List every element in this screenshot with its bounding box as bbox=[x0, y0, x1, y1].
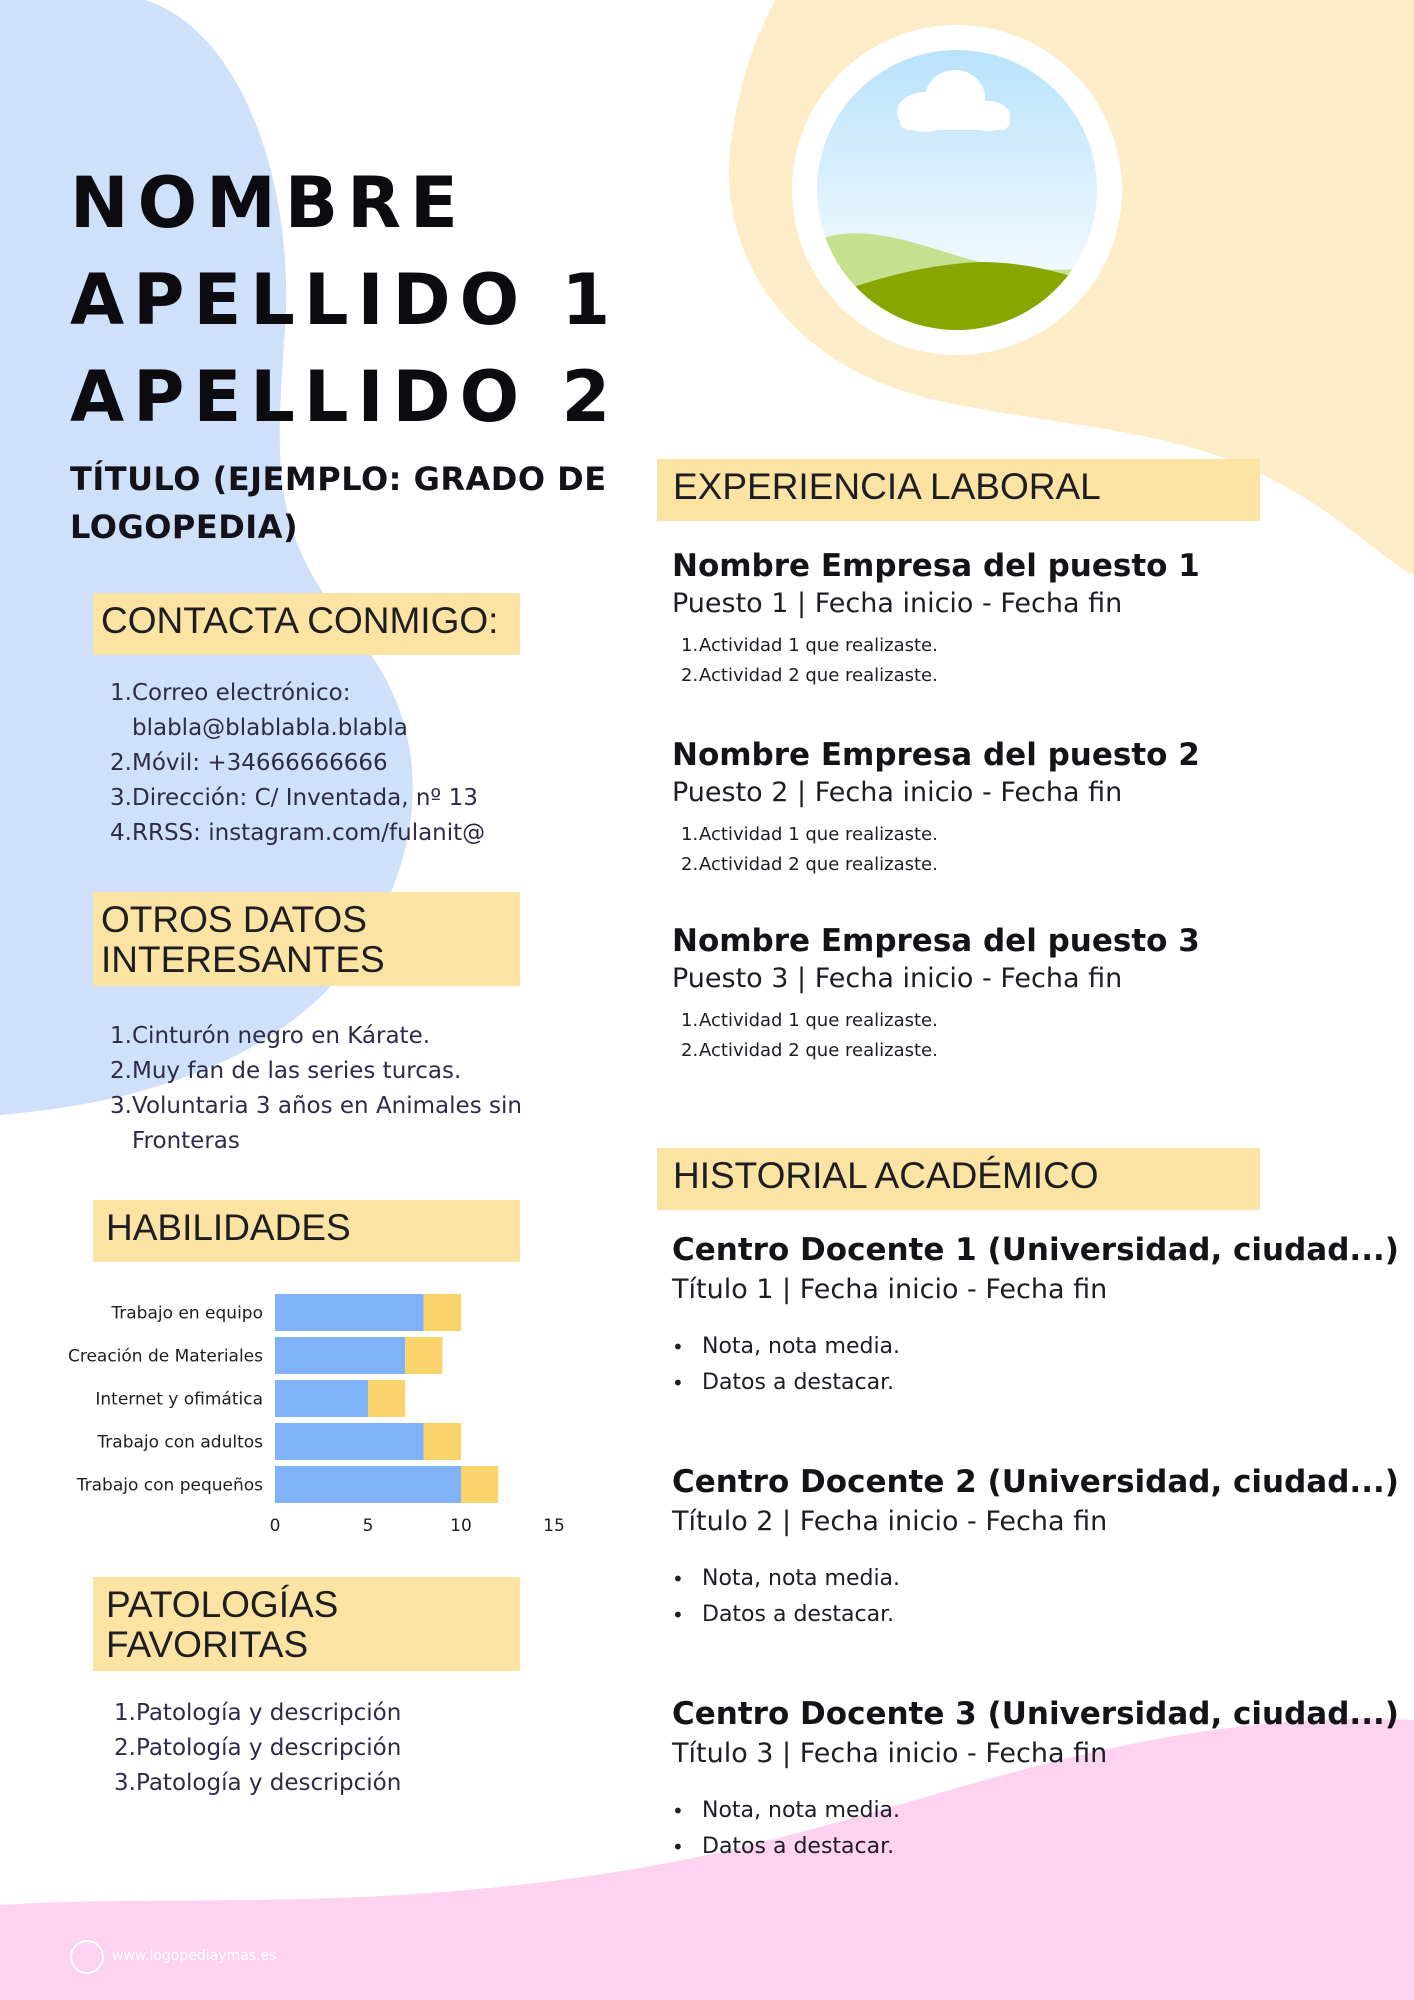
school-degree-dates: Título 3 | Fecha inicio - Fecha fin bbox=[672, 1738, 1108, 1769]
job-entry-3 bbox=[672, 923, 1392, 1066]
list-item bbox=[110, 1089, 550, 1159]
job-role-dates: Puesto 3 | Fecha inicio - Fecha fin bbox=[672, 963, 1123, 994]
activity-text: Actividad 2 que realizaste. bbox=[699, 1040, 938, 1061]
note-item: • Nota, nota media. bbox=[672, 1561, 1407, 1597]
note-item: • Datos a destacar. bbox=[672, 1829, 1407, 1865]
list-number: 1. bbox=[110, 680, 132, 706]
pathologies-header-line-1: PATOLOGÍAS bbox=[106, 1584, 339, 1625]
chart-category-label: Internet y ofimática bbox=[95, 1389, 263, 1410]
job-activities bbox=[672, 820, 1392, 880]
school-entry-2 bbox=[672, 1464, 1407, 1633]
activity-text: Actividad 1 que realizaste. bbox=[699, 635, 938, 656]
note-item: • Datos a destacar. bbox=[672, 1597, 1407, 1633]
profile-photo bbox=[792, 25, 1122, 355]
name-surname-2: APELLIDO 2 bbox=[70, 356, 620, 438]
chart-bar-base bbox=[275, 1380, 368, 1417]
activity-text: Actividad 2 que realizaste. bbox=[699, 665, 938, 686]
school-notes bbox=[672, 1329, 1407, 1401]
other-data-header-line-2: INTERESANTES bbox=[101, 939, 385, 980]
activity-text: Actividad 1 que realizaste. bbox=[699, 1010, 938, 1031]
list-number: 2. bbox=[114, 1735, 136, 1761]
activity-item: 1. Actividad 1 que realizaste. bbox=[681, 820, 1392, 850]
school-degree-dates: Título 1 | Fecha inicio - Fecha fin bbox=[672, 1274, 1108, 1305]
note-item: • Nota, nota media. bbox=[672, 1793, 1407, 1829]
contact-item-address bbox=[110, 781, 550, 816]
list-item-text-continued: Fronteras bbox=[132, 1128, 240, 1154]
school-center: Centro Docente 3 (Universidad, ciudad...) bbox=[672, 1696, 1399, 1732]
degree-title-line-1: TÍTULO (EJEMPLO: GRADO DE bbox=[70, 460, 607, 498]
activity-text: Actividad 2 que realizaste. bbox=[699, 854, 938, 875]
chart-bar-base bbox=[275, 1423, 424, 1460]
activity-item: 2. Actividad 2 que realizaste. bbox=[681, 1036, 1392, 1066]
list-item-text: Muy fan de las series turcas. bbox=[132, 1058, 462, 1084]
list-item-text: Patología y descripción bbox=[136, 1700, 402, 1726]
school-center: Centro Docente 1 (Universidad, ciudad...) bbox=[672, 1232, 1399, 1268]
chart-category-label: Creación de Materiales bbox=[67, 1346, 263, 1367]
list-number: 2. bbox=[110, 750, 132, 776]
list-item bbox=[110, 1054, 550, 1089]
chart-bar-extra bbox=[424, 1423, 461, 1460]
list-number: 2. bbox=[110, 1058, 132, 1084]
chart-bar-extra bbox=[405, 1337, 442, 1374]
list-number: 1. bbox=[114, 1700, 136, 1726]
chart-category-label: Trabajo con adultos bbox=[97, 1432, 263, 1453]
other-data-list bbox=[110, 1019, 550, 1159]
skills-chart bbox=[40, 1280, 600, 1540]
contact-phone: Móvil: +34666666666 bbox=[132, 750, 388, 776]
school-entry-3 bbox=[672, 1696, 1407, 1865]
skills-header bbox=[93, 1200, 520, 1262]
contact-list bbox=[110, 676, 550, 851]
note-text: Nota, nota media. bbox=[702, 1798, 901, 1823]
pathologies-header bbox=[93, 1577, 520, 1671]
job-company: Nombre Empresa del puesto 3 bbox=[672, 923, 1200, 959]
list-item-text: Patología y descripción bbox=[136, 1770, 402, 1796]
brand-logo-icon bbox=[70, 1940, 104, 1974]
note-text: Datos a destacar. bbox=[702, 1834, 895, 1859]
name-surname-1: APELLIDO 1 bbox=[70, 259, 620, 341]
school-degree-dates: Título 2 | Fecha inicio - Fecha fin bbox=[672, 1506, 1108, 1537]
list-item-text: Cinturón negro en Kárate. bbox=[132, 1023, 431, 1049]
skills-header-text: HABILIDADES bbox=[106, 1207, 351, 1248]
experience-header-text: EXPERIENCIA LABORAL bbox=[673, 466, 1101, 507]
list-item bbox=[114, 1696, 554, 1731]
job-company: Nombre Empresa del puesto 1 bbox=[672, 548, 1200, 584]
contact-item-phone bbox=[110, 746, 550, 781]
list-number: 4. bbox=[110, 820, 132, 846]
pathologies-list bbox=[114, 1696, 554, 1801]
job-company: Nombre Empresa del puesto 2 bbox=[672, 737, 1200, 773]
contact-item-email bbox=[110, 676, 550, 746]
degree-title bbox=[70, 455, 630, 551]
note-text: Nota, nota media. bbox=[702, 1334, 901, 1359]
activity-item: 2. Actividad 2 que realizaste. bbox=[681, 661, 1392, 691]
list-number: 3. bbox=[114, 1770, 136, 1796]
job-activities bbox=[672, 1006, 1392, 1066]
job-activities bbox=[672, 631, 1392, 691]
list-item bbox=[114, 1731, 554, 1766]
job-entry-2 bbox=[672, 737, 1392, 880]
activity-item: 1. Actividad 1 que realizaste. bbox=[681, 631, 1392, 661]
experience-header bbox=[657, 459, 1260, 521]
degree-title-line-2: LOGOPEDIA) bbox=[70, 508, 299, 546]
contact-item-social bbox=[110, 816, 550, 851]
academic-header bbox=[657, 1148, 1260, 1210]
contact-address: Dirección: C/ Inventada, nº 13 bbox=[132, 785, 478, 811]
note-text: Datos a destacar. bbox=[702, 1370, 895, 1395]
note-item: • Nota, nota media. bbox=[672, 1329, 1407, 1365]
chart-category-label: Trabajo en equipo bbox=[111, 1303, 263, 1324]
school-entry-1 bbox=[672, 1232, 1407, 1401]
other-data-header bbox=[93, 892, 520, 986]
job-entry-1 bbox=[672, 548, 1392, 691]
contact-social: RRSS: instagram.com/fulanit@ bbox=[132, 820, 486, 846]
list-number: 3. bbox=[110, 1093, 132, 1119]
footer-url: www.logopediaymas.es bbox=[112, 1948, 277, 1964]
chart-bar-extra bbox=[368, 1380, 405, 1417]
activity-item: 1. Actividad 1 que realizaste. bbox=[681, 1006, 1392, 1036]
other-data-header-line-1: OTROS DATOS bbox=[101, 899, 367, 940]
list-item bbox=[114, 1766, 554, 1801]
academic-header-text: HISTORIAL ACADÉMICO bbox=[673, 1155, 1099, 1196]
job-role-dates: Puesto 2 | Fecha inicio - Fecha fin bbox=[672, 777, 1123, 808]
school-center: Centro Docente 2 (Universidad, ciudad...) bbox=[672, 1464, 1399, 1500]
job-role-dates: Puesto 1 | Fecha inicio - Fecha fin bbox=[672, 588, 1123, 619]
note-text: Datos a destacar. bbox=[702, 1602, 895, 1627]
list-number: 3. bbox=[110, 785, 132, 811]
chart-x-tick: 5 bbox=[362, 1516, 374, 1536]
list-number: 1. bbox=[110, 1023, 132, 1049]
contact-header-text: CONTACTA CONMIGO: bbox=[101, 600, 499, 641]
contact-email-label: Correo electrónico: bbox=[132, 680, 351, 706]
contact-email-value: blabla@blablabla.blabla bbox=[132, 715, 408, 741]
activity-text: Actividad 1 que realizaste. bbox=[699, 824, 938, 845]
chart-bar-base bbox=[275, 1466, 461, 1503]
note-item: • Datos a destacar. bbox=[672, 1365, 1407, 1401]
chart-x-tick: 10 bbox=[450, 1516, 472, 1536]
note-text: Nota, nota media. bbox=[702, 1566, 901, 1591]
chart-bar-base bbox=[275, 1294, 424, 1331]
list-item-text: Voluntaria 3 años en Animales sin bbox=[132, 1093, 522, 1119]
chart-x-tick: 0 bbox=[269, 1516, 281, 1536]
chart-category-label: Trabajo con pequeños bbox=[76, 1475, 263, 1496]
school-notes bbox=[672, 1561, 1407, 1633]
contact-header bbox=[93, 593, 520, 655]
list-item bbox=[110, 1019, 550, 1054]
pathologies-header-line-2: FAVORITAS bbox=[106, 1624, 309, 1665]
chart-bar-extra bbox=[461, 1466, 498, 1503]
chart-bar-extra bbox=[424, 1294, 461, 1331]
name-first: NOMBRE bbox=[70, 162, 467, 244]
list-item-text: Patología y descripción bbox=[136, 1735, 402, 1761]
chart-x-tick: 15 bbox=[543, 1516, 565, 1536]
chart-bar-base bbox=[275, 1337, 405, 1374]
activity-item: 2. Actividad 2 que realizaste. bbox=[681, 850, 1392, 880]
school-notes bbox=[672, 1793, 1407, 1865]
